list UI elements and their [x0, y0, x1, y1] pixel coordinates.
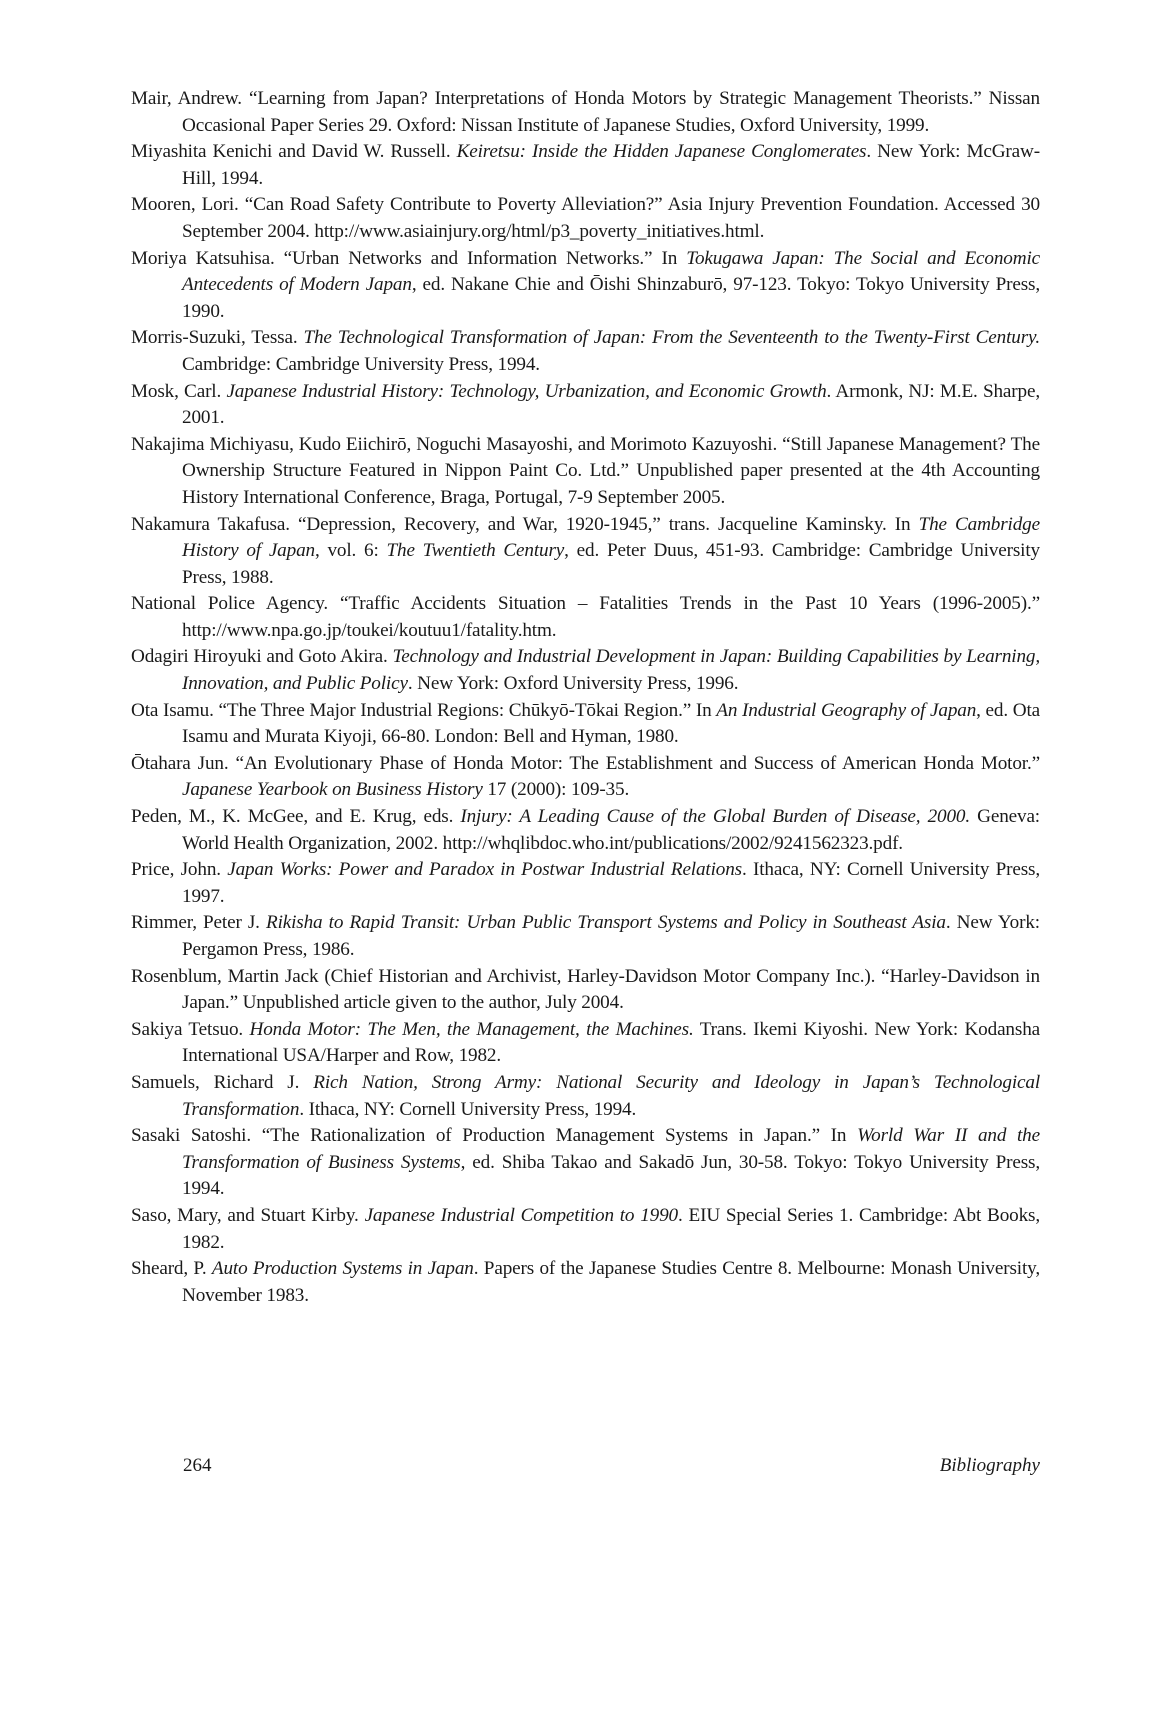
entry-text: Mooren, Lori. “Can Road Safety Contribute to Poverty Alleviation?” Asia Injury Prevention Foundation. Accessed 30 September 2004. http://www.asiainjury.org/html/p3_poverty_initiatives.html.	[131, 194, 1040, 242]
entry-title-italic: Japanese Industrial Competition to 1990	[364, 1204, 678, 1226]
entry-text: , ed. Ota Isamu and Murata Kiyoji, 66-80. London: Bell and Hyman, 1980.	[182, 699, 1040, 748]
entry-text: Moriya Katsuhisa. “Urban Networks and Information Networks.” In	[131, 247, 687, 269]
entry-text: Samuels, Richard J.	[131, 1071, 314, 1093]
entry-title-italic: Japanese Industrial History: Technology, Urbanization, and Economic Growth	[226, 380, 827, 402]
bibliography-entry	[131, 1203, 1040, 1256]
entry-title-italic: An Industrial Geography of Japan	[716, 699, 977, 721]
entry-text: Rimmer, Peter J.	[131, 912, 266, 934]
entry-title-italic: Keiretsu: Inside the Hidden Japanese Conglomerates	[456, 141, 867, 163]
entry-title-italic: Japan Works: Power and Paradox in Postwar Industrial Relations	[227, 859, 743, 881]
entry-text: Ōtahara Jun. “An Evolutionary Phase of Honda Motor: The Establishment and Success of American Honda Motor.”	[131, 752, 1040, 774]
entry-title-italic: Japanese Yearbook on Business History	[182, 779, 483, 801]
entry-text: Sasaki Satoshi. “The Rationalization of Production Management Systems in Japan.” In	[131, 1125, 858, 1147]
bibliography-list	[131, 86, 1040, 1309]
entry-text: Peden, M., K. McGee, and E. Krug, eds.	[131, 806, 461, 828]
bibliography-entry	[131, 379, 1040, 432]
entry-text: . Ithaca, NY: Cornell University Press, 1997.	[182, 859, 1040, 907]
entry-text: Geneva: World Health Organization, 2002. http://whqlibdoc.who.int/publications/2002/9241562323.pdf.	[182, 806, 1040, 854]
bibliography-entry	[131, 1256, 1040, 1309]
entry-title-italic: Tokugawa Japan: The Social and Economic Antecedents of Modern Japan	[182, 247, 1040, 296]
bibliography-entry	[131, 857, 1040, 910]
entry-text: Sakiya Tetsuo.	[131, 1018, 250, 1040]
entry-text: Odagiri Hiroyuki and Goto Akira.	[131, 646, 393, 668]
bibliography-entry	[131, 910, 1040, 963]
entry-text: Cambridge: Cambridge University Press, 1994.	[182, 353, 540, 375]
entry-title-italic: Injury: A Leading Cause of the Global Burden of Disease, 2000.	[460, 806, 970, 828]
entry-text: Price, John.	[131, 859, 228, 881]
bibliography-entry	[131, 1017, 1040, 1070]
bibliography-entry	[131, 432, 1040, 512]
bibliography-entry	[131, 325, 1040, 378]
bibliography-entry	[131, 1123, 1040, 1203]
page-number: 264	[183, 1455, 212, 1476]
entry-text: . New York: Pergamon Press, 1986.	[182, 912, 1040, 960]
bibliography-entry	[131, 86, 1040, 139]
bibliography-entry	[131, 591, 1040, 644]
bibliography-entry	[131, 698, 1040, 751]
bibliography-entry	[131, 512, 1040, 592]
entry-title-italic: World War II and the Transformation of Business Systems	[182, 1125, 1040, 1173]
entry-text: Mosk, Carl.	[131, 380, 227, 402]
bibliography-entry	[131, 751, 1040, 804]
bibliography-entry	[131, 644, 1040, 697]
entry-text: . Papers of the Japanese Studies Centre 8. Melbourne: Monash University, November 1983.	[182, 1258, 1041, 1306]
entry-text: . New York: McGraw-Hill, 1994.	[182, 141, 1040, 189]
entry-text: , ed. Nakane Chie and Ōishi Shinzaburō, 97-123. Tokyo: Tokyo University Press, 1990.	[182, 274, 1040, 322]
entry-text: National Police Agency. “Traffic Accidents Situation – Fatalities Trends in the Past 10 Years (1996-2005).” http://www.npa.go.jp/toukei/koutuu1/fatality.htm.	[131, 593, 1040, 641]
entry-text: . Armonk, NJ: M.E. Sharpe, 2001.	[182, 380, 1040, 429]
bibliography-entry	[131, 964, 1040, 1017]
entry-title-italic: The Cambridge History of Japan	[182, 513, 1040, 562]
entry-text: Morris-Suzuki, Tessa.	[131, 327, 304, 349]
entry-text: , ed. Peter Duus, 451-93. Cambridge: Cambridge University Press, 1988.	[182, 540, 1040, 588]
bibliography-entry	[131, 192, 1040, 245]
entry-text: Miyashita Kenichi and David W. Russell.	[131, 141, 457, 163]
entry-text: Nakamura Takafusa. “Depression, Recovery, and War, 1920-1945,” trans. Jacqueline Kaminsky. In	[131, 513, 919, 535]
running-title: Bibliography	[939, 1455, 1040, 1476]
bibliography-entry	[131, 804, 1040, 857]
page-footer	[183, 1453, 1040, 1479]
entry-text: . Ithaca, NY: Cornell University Press, 1994.	[299, 1098, 637, 1120]
entry-title-italic: The Technological Transformation of Japan: From the Seventeenth to the Twenty-First Century.	[303, 327, 1040, 349]
entry-text: Sheard, P.	[131, 1258, 212, 1280]
entry-text: Saso, Mary, and Stuart Kirby.	[131, 1204, 365, 1226]
entry-title-italic: Auto Production Systems in Japan	[211, 1258, 474, 1280]
bibliography-entry	[131, 246, 1040, 326]
entry-text: Nakajima Michiyasu, Kudo Eiichirō, Noguchi Masayoshi, and Morimoto Kazuyoshi. “Still Japanese Management? The Ownership Structure Featured in Nippon Paint Co. Ltd.” Unpublished paper presented at the 4th Accounting History International Conference, Braga, Portugal, 7-9 September 2005.	[131, 433, 1040, 508]
entry-text: . EIU Special Series 1. Cambridge: Abt Books, 1982.	[182, 1204, 1040, 1253]
entry-text: , vol. 6:	[314, 540, 387, 562]
entry-title-italic: Rich Nation, Strong Army: National Security and Ideology in Japan’s Technological Transformation	[182, 1071, 1040, 1120]
entry-title-italic: Rikisha to Rapid Transit: Urban Public Transport Systems and Policy in Southeast Asia	[266, 912, 946, 934]
entry-text: Trans. Ikemi Kiyoshi. New York: Kodansha International USA/Harper and Row, 1982.	[182, 1018, 1041, 1067]
entry-text: Mair, Andrew. “Learning from Japan? Interpretations of Honda Motors by Strategic Management Theorists.” Nissan Occasional Paper Series 29. Oxford: Nissan Institute of Japanese Studies, Oxford University, 1999.	[131, 88, 1040, 136]
bibliography-entry	[131, 1070, 1040, 1123]
entry-title-italic: Technology and Industrial Development in Japan: Building Capabilities by Learning, Innovation, and Public Policy	[182, 646, 1041, 695]
entry-text: Rosenblum, Martin Jack (Chief Historian and Archivist, Harley-Davidson Motor Company Inc.). “Harley-Davidson in Japan.” Unpublished article given to the author, July 2004.	[131, 965, 1040, 1014]
entry-text: 17 (2000): 109-35.	[482, 779, 630, 801]
entry-text: Ota Isamu. “The Three Major Industrial Regions: Chūkyō-Tōkai Region.” In	[131, 699, 717, 721]
entry-text: , ed. Shiba Takao and Sakadō Jun, 30-58. Tokyo: Tokyo University Press, 1994.	[182, 1151, 1040, 1200]
entry-text: . New York: Oxford University Press, 1996.	[407, 673, 739, 695]
entry-title-italic: The Twentieth Century	[386, 540, 565, 562]
bibliography-entry	[131, 139, 1040, 192]
entry-title-italic: Honda Motor: The Men, the Management, the Machines.	[249, 1018, 694, 1040]
